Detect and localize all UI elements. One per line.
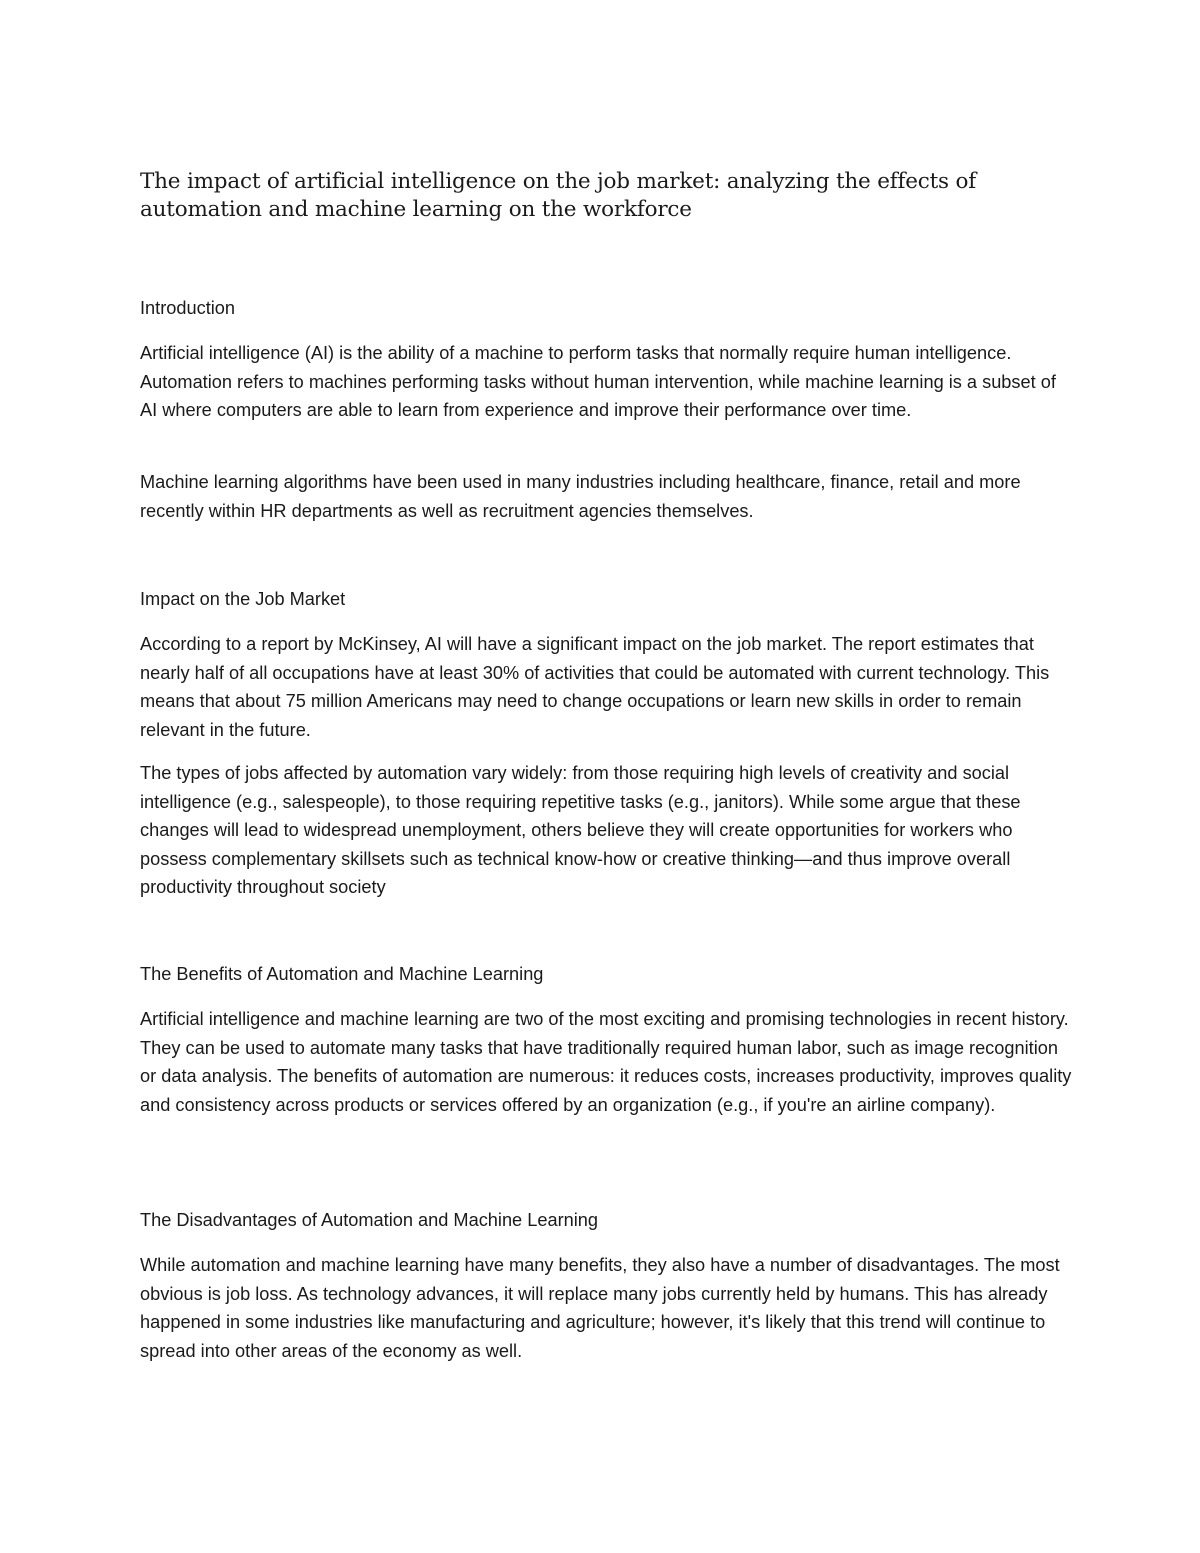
section-heading-benefits: The Benefits of Automation and Machine Learning	[140, 964, 544, 984]
paragraph-introduction-1: Artificial intelligence (AI) is the ability of a machine to perform tasks that normally require human intelligence. Automation refers to machines performing tasks without human intervention, while machine learning is a subset of AI where computers are able to learn from experience and improve their performance over time.	[140, 343, 1056, 420]
paragraph-disadvantages-1: While automation and machine learning have many benefits, they also have a number of disadvantages. The most obvious is job loss. As technology advances, it will replace many jobs currently held by humans. This has already happened in some industries like manufacturing and agriculture; however, it's likely that this trend will continue to spread into other areas of the economy as well.	[140, 1255, 1060, 1361]
paragraph-introduction-2: Machine learning algorithms have been used in many industries including healthcare, finance, retail and more recently within HR departments as well as recruitment agencies themselves.	[140, 472, 1021, 521]
section-heading-impact: Impact on the Job Market	[140, 589, 346, 609]
section-heading-disadvantages: The Disadvantages of Automation and Machine Learning	[140, 1210, 599, 1230]
document-title: The impact of artificial intelligence on the job market: analyzing the effects of automation and machine learning on the workforce	[140, 169, 977, 222]
paragraph-benefits-1: Artificial intelligence and machine learning are two of the most exciting and promising technologies in recent history. They can be used to automate many tasks that have traditionally required human labor, such as image recognition or data analysis. The benefits of automation are numerous: it reduces costs, increases productivity, improves quality and consistency across products or services offered by an organization (e.g., if you're an airline company).	[140, 1009, 1072, 1115]
paragraph-impact-2: The types of jobs affected by automation vary widely: from those requiring high levels of creativity and social intelligence (e.g., salespeople), to those requiring repetitive tasks (e.g., janitors). While some argue that these changes will lead to widespread unemployment, others believe they will create opportunities for workers who possess complementary skillsets such as technical know-how or creative thinking—and thus improve overall productivity throughout society	[140, 763, 1021, 897]
paragraph-impact-1: According to a report by McKinsey, AI will have a significant impact on the job market. The report estimates that nearly half of all occupations have at least 30% of activities that could be automated with current technology. This means that about 75 million Americans may need to change occupations or learn new skills in order to remain relevant in the future.	[140, 634, 1050, 740]
section-heading-introduction: Introduction	[140, 298, 236, 318]
